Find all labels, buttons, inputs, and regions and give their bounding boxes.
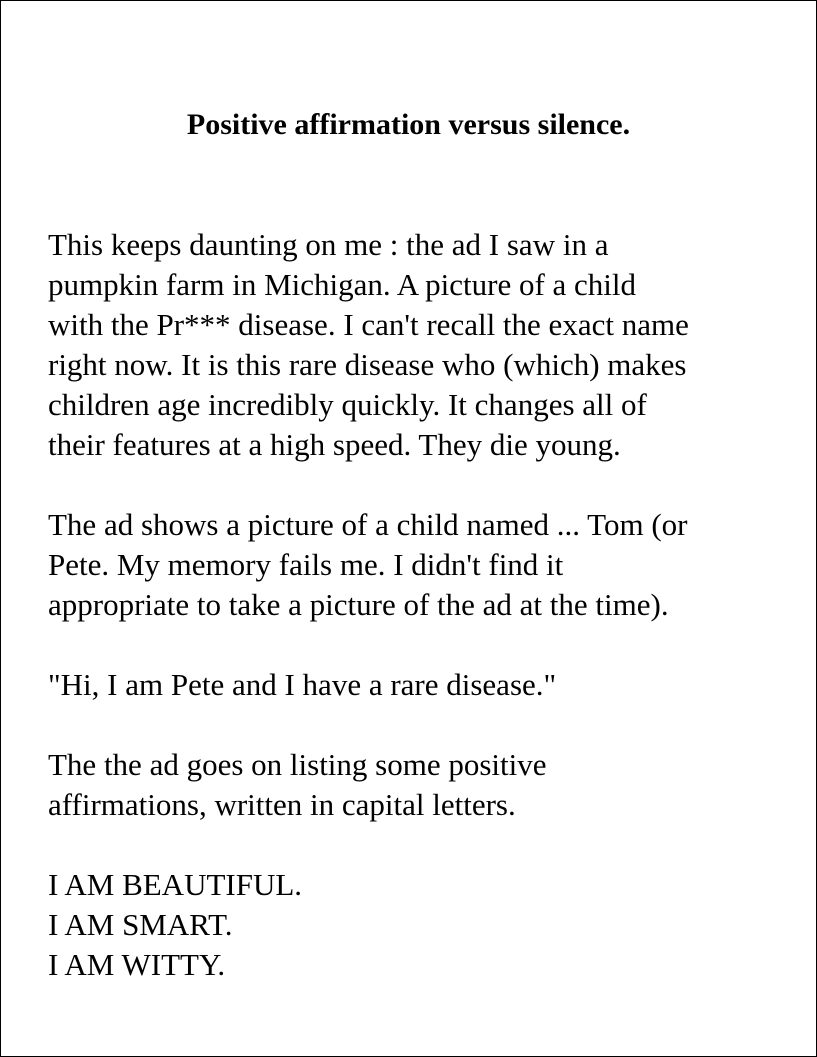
text-line: The ad shows a picture of a child named ... Tom (or (48, 507, 688, 542)
affirmation-item: I AM BEAUTIFUL. (48, 867, 303, 902)
text-line: appropriate to take a picture of the ad at the time). (48, 587, 669, 622)
paragraph-quote (48, 665, 788, 705)
text-line: affirmations, written in capital letters. (48, 787, 516, 822)
text-line: children age incredibly quickly. It changes all of (48, 387, 647, 422)
text-line: their features at a high speed. They die young. (48, 427, 621, 462)
quote-line: "Hi, I am Pete and I have a rare disease." (48, 667, 557, 702)
text-line: with the Pr*** disease. I can't recall the exact name (48, 307, 689, 342)
document-body (48, 225, 788, 985)
paragraph-child-name (48, 505, 788, 625)
text-line: Pete. My memory fails me. I didn't find it (48, 547, 564, 582)
affirmation-list (48, 865, 788, 985)
paragraph-listing (48, 745, 788, 825)
text-line: pumpkin farm in Michigan. A picture of a child (48, 267, 637, 302)
paragraph-memory-of-ad (48, 225, 788, 465)
text-line: This keeps daunting on me : the ad I saw in a (48, 227, 609, 262)
affirmation-item: I AM SMART. (48, 907, 233, 942)
text-line: The the ad goes on listing some positive (48, 747, 547, 782)
text-line: right now. It is this rare disease who (which) makes (48, 347, 687, 382)
affirmation-item: I AM WITTY. (48, 947, 226, 982)
document-title: Positive affirmation versus silence. (186, 108, 631, 141)
